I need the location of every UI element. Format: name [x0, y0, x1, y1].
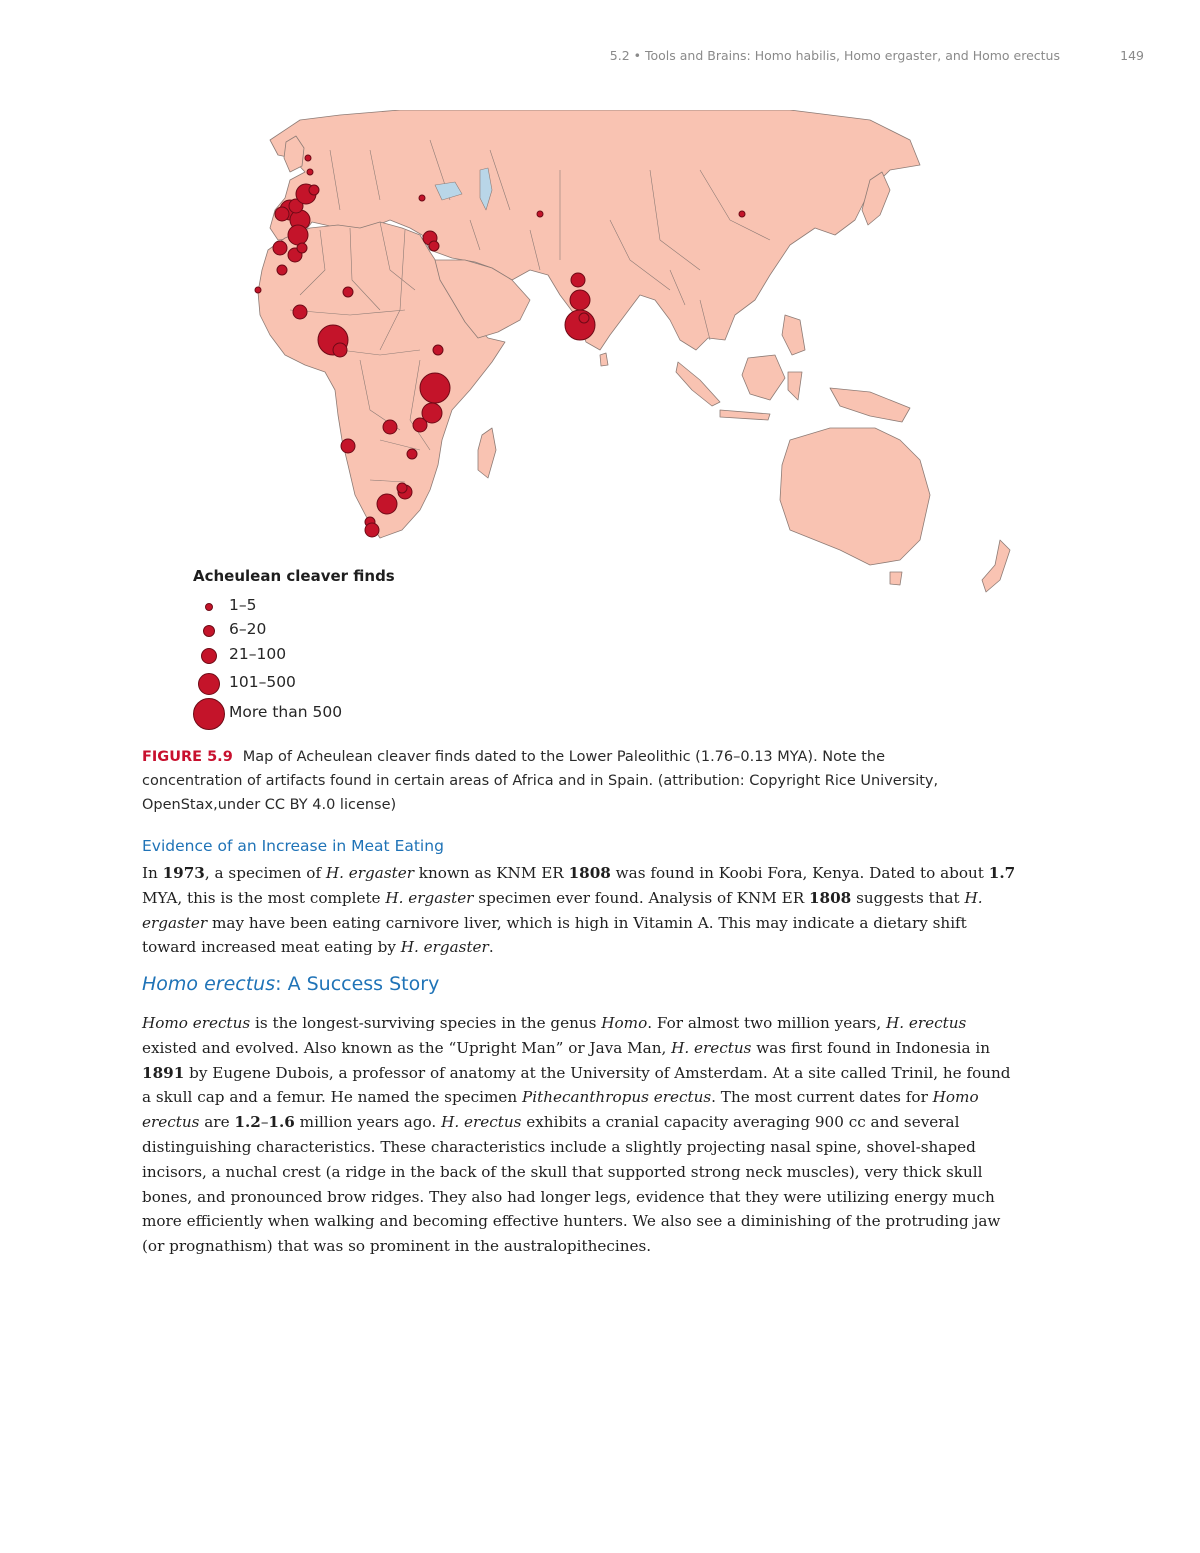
text-segment: Homo — [601, 1014, 648, 1032]
text-segment: existed and evolved. Also known as the “Upright Man” or Java Man, — [142, 1038, 672, 1057]
text-segment: was found in Koobi Fora, Kenya. Dated to about — [610, 864, 989, 882]
site-marker — [365, 523, 379, 537]
sumatra — [676, 362, 720, 406]
text-segment: MYA, this is the most complete — [142, 888, 386, 907]
site-marker — [570, 290, 590, 310]
legend-title: Acheulean cleaver finds — [193, 567, 395, 585]
text-segment: 1891 — [142, 1063, 185, 1082]
text-segment: 1.7 — [988, 864, 1016, 882]
text-line — [142, 1234, 1060, 1259]
text-segment: are — [199, 1113, 235, 1132]
text-line — [142, 1061, 1060, 1086]
figure-label: FIGURE 5.9 — [142, 749, 233, 765]
text-segment: H. ergaster — [325, 864, 414, 882]
site-marker — [255, 287, 261, 293]
site-marker — [407, 449, 417, 459]
text-segment: distinguishing characteristics. These characteristics include a slightly projecting nasal spine, shovel-shaped — [142, 1137, 976, 1156]
caption-line: Map of Acheulean cleaver finds dated to the Lower Paleolithic (1.76–0.13 MYA). Note the — [242, 749, 886, 765]
text-line — [142, 1110, 1060, 1135]
site-marker — [429, 241, 439, 251]
site-marker — [579, 313, 589, 323]
text-segment: ergaster — [142, 913, 208, 932]
legend-marker-1 — [205, 603, 213, 611]
text-segment: . For almost two million years, — [647, 1014, 886, 1032]
text-segment: bones, and pronounced brow ridges. They also had longer legs, evidence that they were utilizing energy much — [142, 1187, 995, 1206]
legend-marker-2 — [203, 625, 215, 637]
text-line — [142, 861, 1060, 886]
running-head-title: 5.2 • Tools and Brains: Homo habilis, Homo ergaster, and Homo erectus — [609, 48, 1060, 63]
legend-label: 101–500 — [229, 673, 296, 691]
page-number: 149 — [1120, 48, 1144, 63]
site-marker — [397, 483, 407, 493]
text-segment: . The most current dates for — [711, 1088, 933, 1107]
legend-item — [193, 619, 493, 643]
text-segment: toward increased meat eating by — [142, 938, 401, 957]
legend-label: 21–100 — [229, 645, 287, 663]
site-marker — [277, 265, 287, 275]
legend-item — [193, 595, 493, 619]
map-figure — [230, 110, 1140, 610]
text-segment: – — [260, 1113, 269, 1132]
site-marker — [273, 241, 287, 255]
text-segment: H. ergaster — [385, 888, 474, 907]
text-segment: Homo erectus — [142, 1014, 251, 1032]
tasmania — [890, 572, 902, 585]
new-zealand — [982, 540, 1010, 592]
site-marker — [343, 287, 353, 297]
philippines — [782, 315, 805, 355]
site-marker — [419, 195, 425, 201]
legend-item — [193, 672, 493, 696]
sri-lanka — [600, 353, 608, 366]
text-segment: 1.2 — [234, 1113, 261, 1132]
text-segment: H. — [964, 888, 983, 907]
site-marker — [571, 273, 585, 287]
world-map — [230, 110, 1140, 610]
text-segment: known as KNM ER — [413, 864, 569, 882]
text-segment: exhibits a cranial capacity averaging 900 cc and several — [521, 1113, 960, 1132]
text-segment: 1808 — [568, 864, 611, 882]
text-segment: 1973 — [162, 864, 205, 882]
heading-rest-part: : A Success Story — [275, 973, 440, 995]
legend-marker-4 — [198, 673, 220, 695]
text-segment: by Eugene Dubois, a professor of anatomy at the University of Amsterdam. At a site called Trinil, he found — [184, 1063, 1011, 1082]
sulawesi — [788, 372, 802, 400]
text-line — [142, 886, 1060, 911]
text-segment: H. ergaster — [400, 938, 489, 957]
text-line — [142, 1085, 1060, 1110]
text-segment: incisors, a nuchal crest (a ridge in the back of the skull that supported strong neck muscles), very thick skull — [142, 1162, 983, 1181]
site-marker — [307, 169, 313, 175]
running-head — [0, 48, 1200, 68]
madagascar — [478, 428, 496, 478]
legend-item — [193, 644, 493, 668]
text-segment: H. erectus — [886, 1014, 967, 1032]
site-marker — [305, 155, 311, 161]
section-heading-meat-eating: Evidence of an Increase in Meat Eating — [142, 837, 444, 855]
text-segment: Homo — [932, 1088, 979, 1107]
caption-line: OpenStax,under CC BY 4.0 license) — [142, 797, 397, 813]
text-segment: H. erectus — [441, 1113, 522, 1132]
text-line — [142, 1185, 1060, 1210]
section-heading-homo-erectus — [142, 973, 439, 995]
text-segment: (or prognathism) that was so prominent in the australopithecines. — [142, 1237, 652, 1256]
legend-label: 1–5 — [229, 596, 257, 614]
site-marker — [420, 373, 450, 403]
text-segment: suggests that — [851, 888, 965, 907]
legend-label: 6–20 — [229, 620, 267, 638]
text-segment: million years ago. — [294, 1113, 442, 1132]
site-marker — [383, 420, 397, 434]
text-segment: . — [488, 938, 494, 957]
site-marker — [293, 305, 307, 319]
site-marker — [333, 343, 347, 357]
site-marker — [297, 243, 307, 253]
paragraph-meat-eating — [142, 861, 1060, 960]
site-marker — [288, 225, 308, 245]
text-segment: was first found in Indonesia in — [751, 1038, 991, 1057]
new-guinea — [830, 388, 910, 422]
text-segment: may have been eating carnivore liver, which is high in Vitamin A. This may indicate a dietary shift — [207, 913, 967, 932]
text-line — [142, 935, 1060, 960]
text-line — [142, 1135, 1060, 1160]
text-segment: , a specimen of — [204, 864, 326, 882]
text-line — [142, 1011, 1060, 1036]
site-marker — [433, 345, 443, 355]
borneo — [742, 355, 785, 400]
site-marker — [275, 207, 289, 221]
text-line — [142, 1036, 1060, 1061]
site-marker — [739, 211, 745, 217]
text-segment: 1.6 — [268, 1113, 295, 1132]
site-marker — [377, 494, 397, 514]
text-segment: erectus — [142, 1113, 200, 1132]
text-segment: In — [142, 864, 163, 882]
caption-line: concentration of artifacts found in certain areas of Africa and in Spain. (attribution: Copyright Rice University, — [142, 773, 939, 789]
legend-item — [193, 702, 493, 726]
text-segment: more efficiently when walking and becoming effective hunters. We also see a diminishing of the protruding jaw — [142, 1212, 1001, 1231]
text-line — [142, 1209, 1060, 1234]
text-segment: specimen ever found. Analysis of KNM ER — [473, 888, 809, 907]
legend-marker-5 — [193, 698, 225, 730]
figure-caption — [142, 745, 1022, 817]
legend-label: More than 500 — [229, 703, 343, 721]
paragraph-homo-erectus — [142, 1011, 1060, 1259]
text-line — [142, 1160, 1060, 1185]
text-segment: 1808 — [808, 888, 852, 907]
australia — [780, 428, 930, 565]
site-marker — [341, 439, 355, 453]
map-legend — [193, 567, 513, 732]
site-marker — [309, 185, 319, 195]
heading-italic-part: Homo erectus — [142, 973, 276, 995]
java — [720, 410, 770, 420]
text-segment: is the longest-surviving species in the genus — [250, 1014, 602, 1032]
site-marker — [422, 403, 442, 423]
text-segment: a skull cap and a femur. He named the specimen — [142, 1088, 523, 1107]
text-line — [142, 911, 1060, 936]
site-marker — [537, 211, 543, 217]
text-segment: Pithecanthropus erectus — [522, 1088, 712, 1107]
text-segment: H. erectus — [671, 1038, 752, 1057]
legend-marker-3 — [201, 648, 217, 664]
